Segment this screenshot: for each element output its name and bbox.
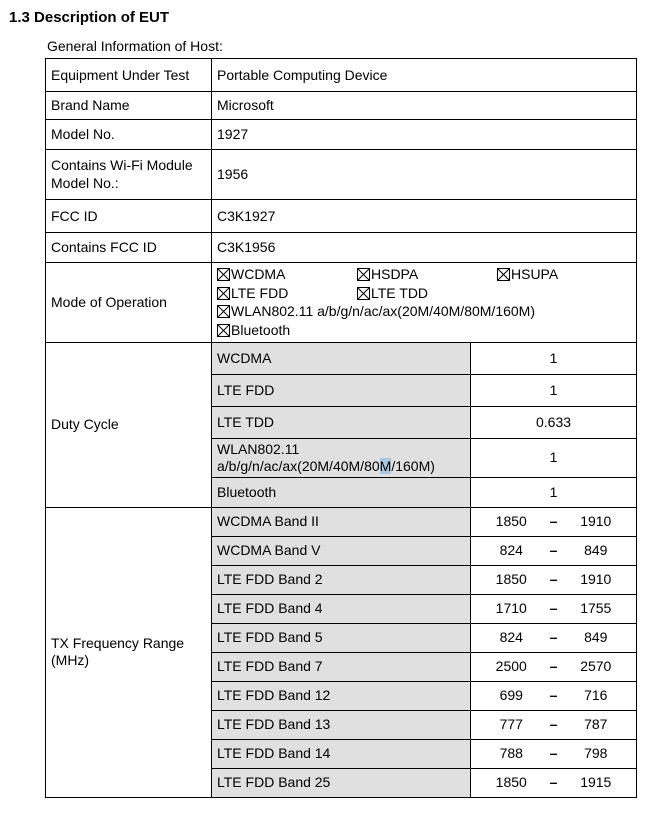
checked-checkbox-icon	[357, 287, 370, 300]
band-label: LTE FDD Band 5	[212, 623, 471, 652]
band-label: LTE FDD Band 25	[212, 768, 471, 797]
freq-dash: –	[549, 513, 558, 530]
duty-mode-wlan	[212, 439, 471, 478]
freq-range	[471, 710, 637, 739]
row-label: Brand Name	[46, 92, 212, 120]
duty-mode: WCDMA	[212, 343, 471, 375]
table-row-duty-cycle	[46, 343, 637, 375]
duty-mode: LTE FDD	[212, 375, 471, 407]
mode-of-operation-cell	[212, 263, 637, 343]
row-value: C3K1927	[212, 200, 637, 233]
row-label: Contains Wi-Fi Module Model No.:	[46, 150, 212, 200]
freq-low: 2500	[495, 658, 527, 675]
wlan-label-line1: WLAN802.11	[217, 441, 300, 458]
freq-low: 1850	[495, 513, 527, 530]
row-label: Mode of Operation	[46, 263, 212, 343]
freq-high: 1910	[580, 513, 612, 530]
freq-range	[471, 565, 637, 594]
row-label: FCC ID	[46, 200, 212, 233]
freq-low: 788	[499, 745, 523, 762]
mode-option	[217, 303, 535, 321]
mode-option-label: LTE FDD	[231, 284, 289, 301]
mode-option	[217, 285, 357, 303]
mode-option-label: WCDMA	[231, 266, 286, 283]
duty-value: 1	[471, 439, 637, 478]
tx-frequency-label: TX Frequency Range (MHz)	[46, 507, 212, 797]
row-label: Contains FCC ID	[46, 233, 212, 263]
freq-dash: –	[549, 745, 558, 762]
band-label: LTE FDD Band 2	[212, 565, 471, 594]
table-row	[46, 150, 637, 200]
freq-dash: –	[549, 600, 558, 617]
duty-value: 0.633	[471, 407, 637, 439]
row-label: Equipment Under Test	[46, 59, 212, 92]
freq-range	[471, 623, 637, 652]
band-label: LTE FDD Band 13	[212, 710, 471, 739]
freq-range	[471, 507, 637, 536]
freq-high: 2570	[580, 658, 612, 675]
band-label: LTE FDD Band 12	[212, 681, 471, 710]
freq-range	[471, 652, 637, 681]
table-caption: General Information of Host:	[47, 37, 223, 54]
duty-value: 1	[471, 477, 637, 507]
checked-checkbox-icon	[217, 324, 230, 337]
table-row-mode-of-operation	[46, 263, 637, 343]
duty-value: 1	[471, 375, 637, 407]
freq-high: 849	[584, 542, 608, 559]
freq-low: 824	[499, 629, 523, 646]
mode-option-label: WLAN802.11 a/b/g/n/ac/ax(20M/40M/80M/160M)	[231, 303, 536, 320]
section-title: 1.3 Description of EUT	[9, 9, 170, 26]
band-label: LTE FDD Band 4	[212, 594, 471, 623]
row-value: 1956	[212, 150, 637, 200]
checked-checkbox-icon	[217, 305, 230, 318]
freq-range	[471, 681, 637, 710]
row-value: Portable Computing Device	[212, 59, 637, 92]
eut-description-table	[45, 58, 637, 798]
freq-high: 798	[584, 745, 608, 762]
mode-option	[357, 285, 497, 303]
row-value: 1927	[212, 120, 637, 150]
freq-low: 1710	[495, 600, 527, 617]
duty-mode: Bluetooth	[212, 477, 471, 507]
wlan-label-line2-post: /160M)	[391, 458, 435, 475]
duty-cycle-label: Duty Cycle	[46, 343, 212, 508]
duty-value: 1	[471, 343, 637, 375]
checked-checkbox-icon	[217, 287, 230, 300]
freq-high: 1910	[580, 571, 612, 588]
freq-range	[471, 739, 637, 768]
mode-option	[497, 266, 637, 284]
duty-mode: LTE TDD	[212, 407, 471, 439]
mode-option-label: LTE TDD	[371, 284, 429, 301]
freq-dash: –	[549, 571, 558, 588]
table-row	[46, 92, 637, 120]
freq-low: 1850	[495, 774, 527, 791]
freq-range	[471, 594, 637, 623]
selection-highlight: M	[379, 458, 392, 475]
freq-range	[471, 768, 637, 797]
freq-high: 1915	[580, 774, 612, 791]
freq-dash: –	[549, 629, 558, 646]
freq-dash: –	[549, 542, 558, 559]
freq-high: 849	[584, 629, 608, 646]
band-label: LTE FDD Band 14	[212, 739, 471, 768]
table-row	[46, 120, 637, 150]
mode-option-label: HSUPA	[511, 266, 559, 283]
freq-dash: –	[549, 716, 558, 733]
freq-dash: –	[549, 687, 558, 704]
checked-checkbox-icon	[217, 268, 230, 281]
row-label: Model No.	[46, 120, 212, 150]
table-row	[46, 233, 637, 263]
freq-dash: –	[549, 774, 558, 791]
freq-low: 699	[499, 687, 523, 704]
mode-option-label: HSDPA	[371, 266, 419, 283]
row-value: Microsoft	[212, 92, 637, 120]
table-row	[46, 200, 637, 233]
band-label: LTE FDD Band 7	[212, 652, 471, 681]
row-value: C3K1956	[212, 233, 637, 263]
freq-low: 824	[499, 542, 523, 559]
mode-option	[217, 322, 290, 340]
band-label: WCDMA Band V	[212, 536, 471, 565]
freq-range	[471, 536, 637, 565]
freq-low: 777	[499, 716, 523, 733]
freq-low: 1850	[495, 571, 527, 588]
checked-checkbox-icon	[497, 268, 510, 281]
table-row	[46, 59, 637, 92]
checked-checkbox-icon	[357, 268, 370, 281]
table-row-tx-frequency	[46, 507, 637, 536]
freq-high: 1755	[580, 600, 612, 617]
freq-high: 716	[584, 687, 608, 704]
freq-dash: –	[549, 658, 558, 675]
mode-option-label: Bluetooth	[231, 321, 291, 338]
band-label: WCDMA Band II	[212, 507, 471, 536]
wlan-label-line2-pre: a/b/g/n/ac/ax(20M/40M/80	[217, 458, 380, 475]
mode-option	[357, 266, 497, 284]
mode-option	[217, 266, 357, 284]
freq-high: 787	[584, 716, 608, 733]
